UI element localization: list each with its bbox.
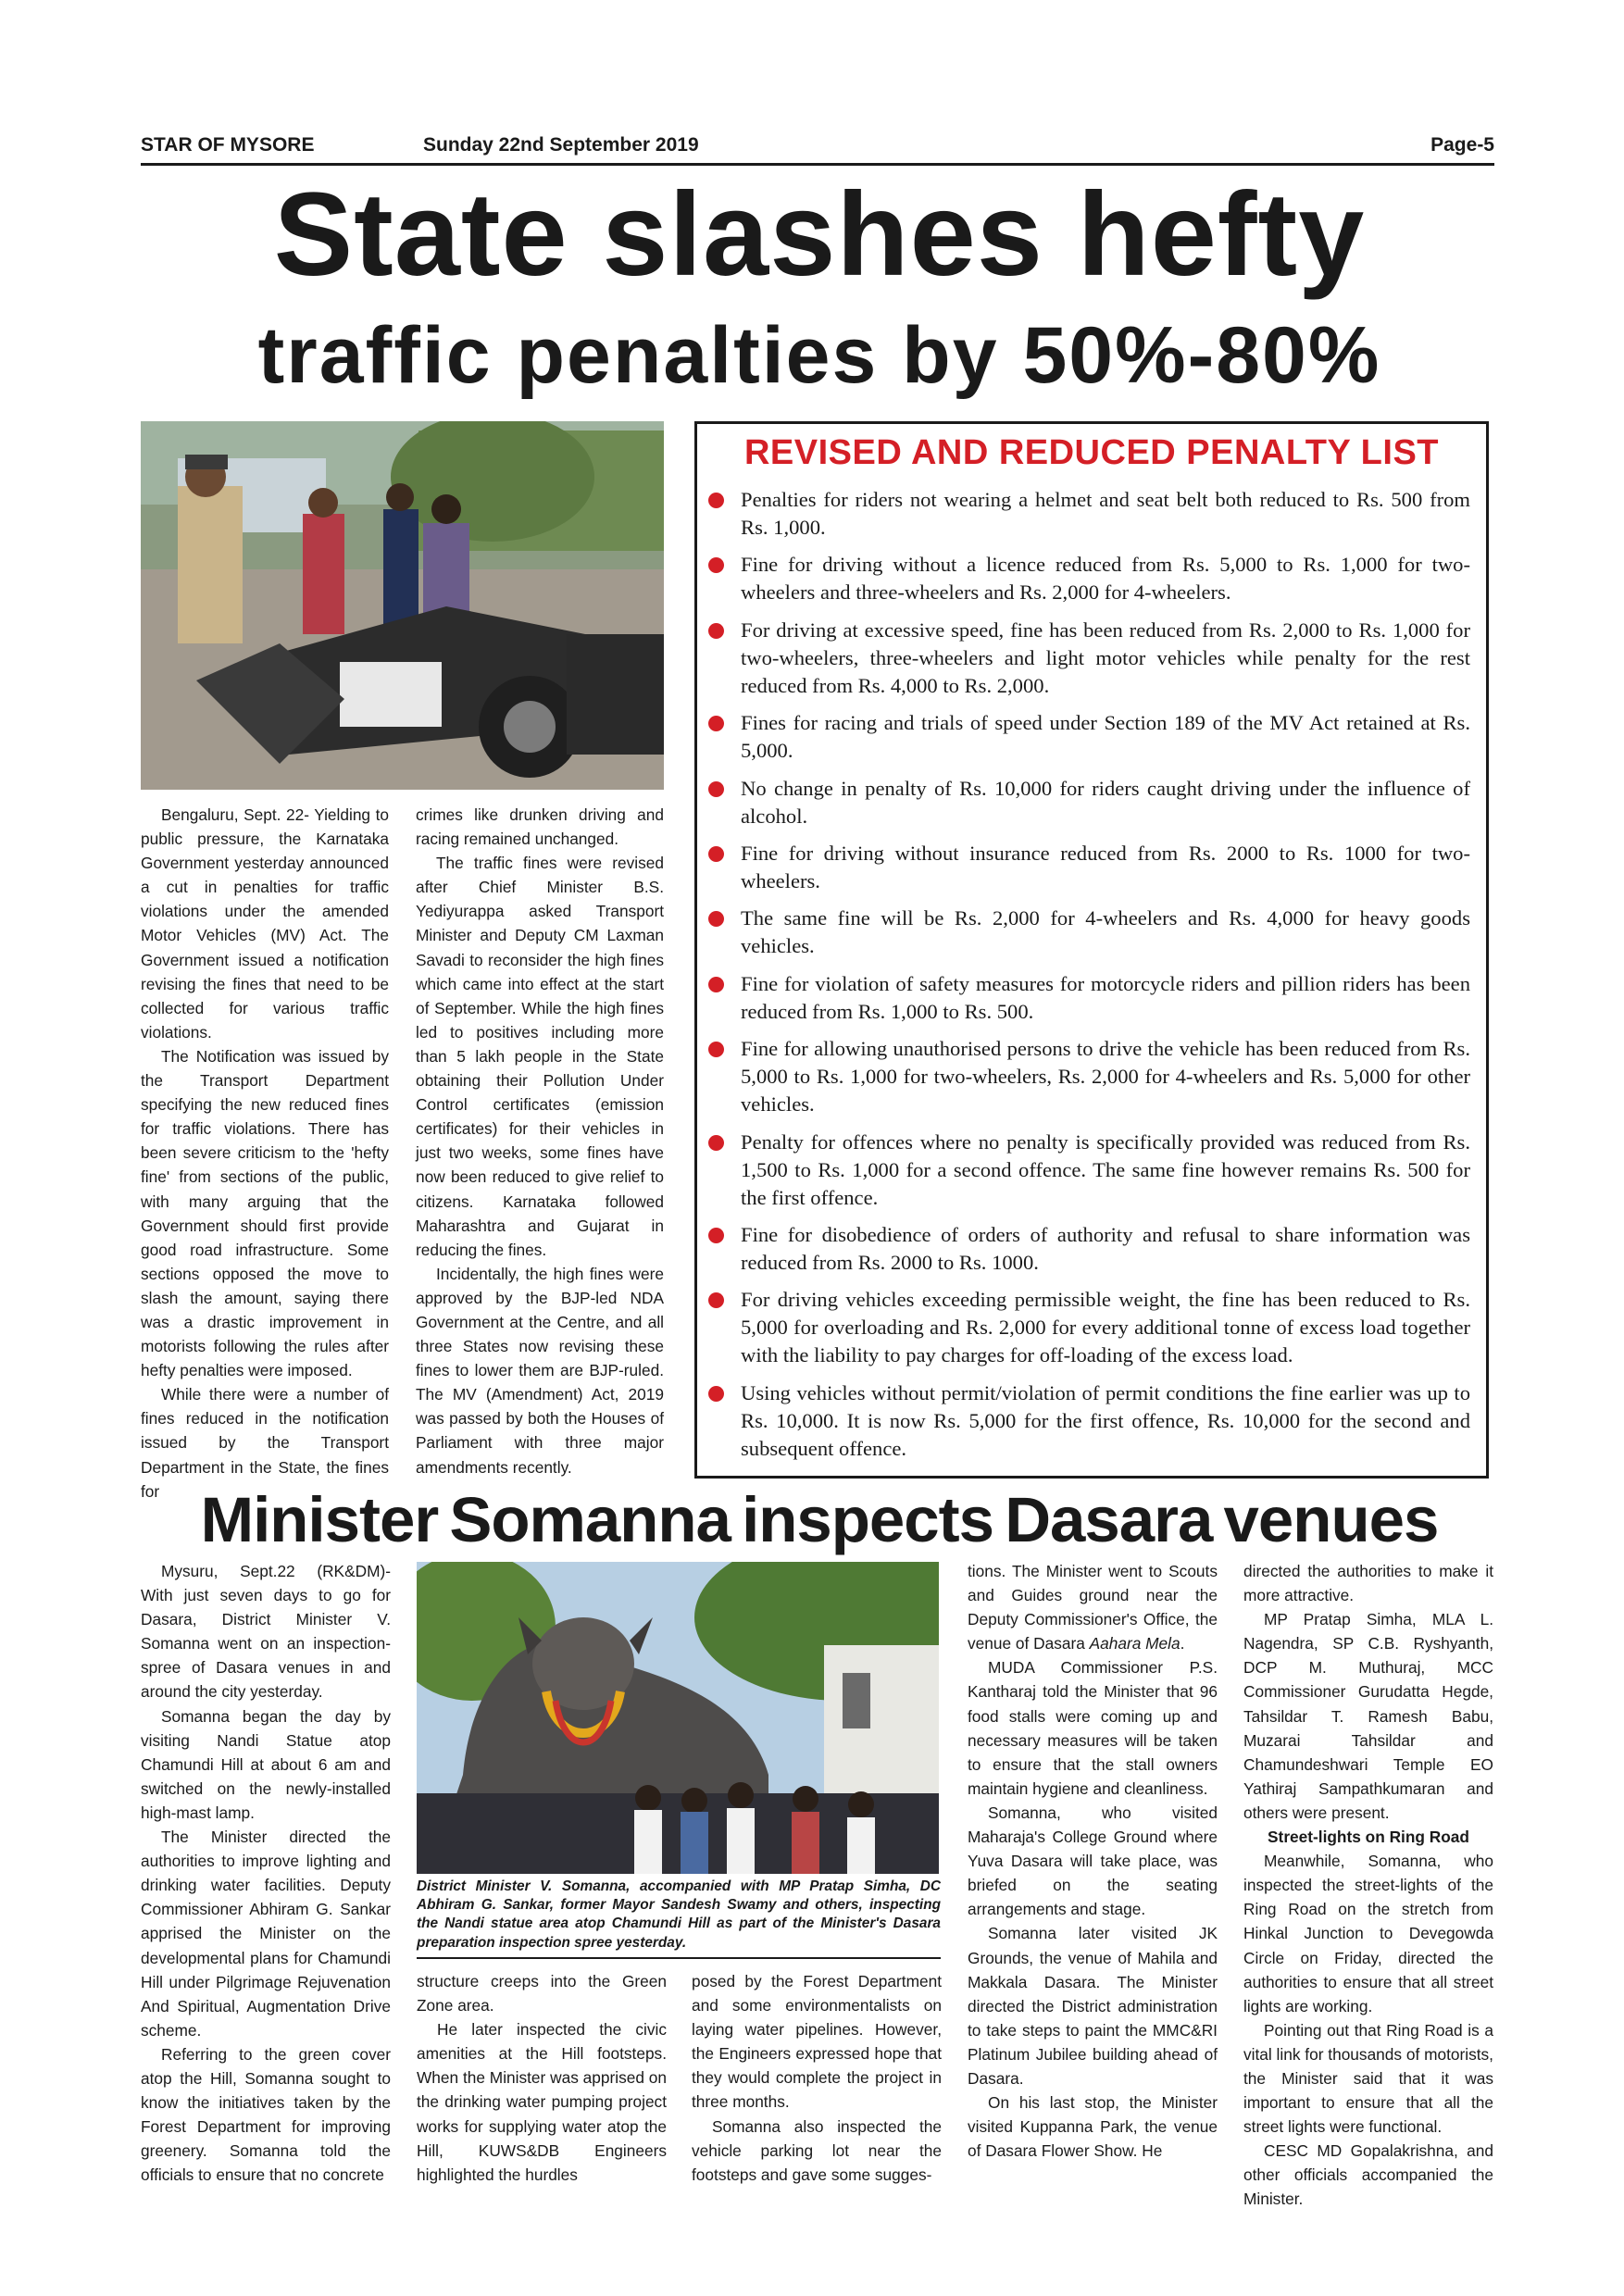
- penalty-item: [697, 617, 1486, 700]
- red-bullet-icon: [708, 1228, 724, 1243]
- story2-para: Somanna later visited JK Grounds, the venue of Mahila and Makkala Dasara. The Minister directed the District administration to take steps to paint the MMC&RI Platinum Jubilee building ahead of Dasara.: [968, 1924, 1218, 2088]
- story2-para: Meanwhile, Somanna, who inspected the street-lights of the Ring Road on the stretch from Hinkal Junction to Devegowda Circle on Friday, directed the authorities to ensure that all street lights are working.: [1243, 1852, 1493, 2015]
- red-bullet-icon: [708, 623, 724, 639]
- story1-col1: [141, 803, 389, 1504]
- subheading: Street-lights on Ring Road: [1268, 1828, 1469, 1847]
- red-bullet-icon: [708, 716, 724, 731]
- story2-para: Mysuru, Sept.22 (RK&DM)- With just seven days to go for Dasara, District Minister V. Somanna went on an inspection-spree of Dasara venues in and around the city yesterday.: [141, 1562, 391, 1702]
- penalty-item-text: Penalty for offences where no penalty is specifically provided was reduced from Rs. 1,500 to Rs. 1,000 for a second offence. The same fine however remains Rs. 500 for the first offence.: [741, 1129, 1470, 1209]
- story2-para: MUDA Commissioner P.S. Kantharaj told the Minister that 96 food stalls were coming up and necessary measures will be taken to ensure that the stall owners maintain hygiene and cleanliness.: [968, 1658, 1218, 1798]
- story2-para: structure creeps into the Green Zone area.: [417, 1972, 667, 2015]
- story1-col2: [416, 803, 664, 1479]
- paper-name: STAR OF MYSORE: [141, 134, 315, 156]
- page-number: Page-5: [1430, 134, 1494, 156]
- story1-para: crimes like drunken driving and racing remained unchanged.: [416, 805, 664, 849]
- venue-name: Aahara Mela: [1089, 1634, 1181, 1653]
- red-bullet-icon: [708, 557, 724, 573]
- story2-para: The Minister directed the authorities to improve lighting and drinking water facilities. Deputy Commissioner Abhiram G. Sankar apprised the Minister on the developmental plans for Chamundi Hill under Pilgrimage Rejuvenation And Spiritual, Augmentation Drive scheme.: [141, 1828, 391, 2040]
- traffic-police-photo: [141, 421, 664, 790]
- penalty-list: [697, 486, 1486, 1463]
- story2-col4: [968, 1559, 1218, 2163]
- story2-col5: [1243, 1559, 1493, 2212]
- penalty-item-text: Fine for driving without insurance reduced from Rs. 2000 to Rs. 1000 for two-wheelers.: [741, 841, 1470, 892]
- red-bullet-icon: [708, 911, 724, 927]
- story2-col3: [692, 1969, 942, 2187]
- story2-para: posed by the Forest Department and some environmentalists on laying water pipelines. However, the Engineers expressed hope that they would complete the project in three months.: [692, 1972, 942, 2112]
- headline-line1: State slashes hefty: [273, 168, 1366, 301]
- red-bullet-icon: [708, 781, 724, 797]
- issue-date: Sunday 22nd September 2019: [423, 134, 699, 156]
- penalty-item: [697, 840, 1486, 895]
- story1-para: While there were a number of fines reduced in the notification issued by the Transport Department in the State, the fines for: [141, 1385, 389, 1501]
- penalty-item: [697, 970, 1486, 1026]
- penalty-item: [697, 1286, 1486, 1369]
- story2-para: Referring to the green cover atop the Hill, Somanna sought to know the initiatives taken by the Forest Department for improving greenery. Somanna told the officials to ensure that no concrete: [141, 2044, 391, 2185]
- red-bullet-icon: [708, 1042, 724, 1057]
- story2-col2: [417, 1969, 667, 2187]
- penalty-item-text: No change in penalty of Rs. 10,000 for riders caught driving under the influence of alcohol.: [741, 776, 1470, 828]
- penalty-item: [697, 1221, 1486, 1277]
- penalty-item-text: The same fine will be Rs. 2,000 for 4-wheelers and Rs. 4,000 for heavy goods vehicles.: [741, 906, 1470, 958]
- penalty-item-text: Fine for driving without a licence reduced from Rs. 5,000 to Rs. 1,000 for two-wheelers and three-wheelers and Rs. 2,000 for 4-wheelers.: [741, 553, 1470, 605]
- red-bullet-icon: [708, 977, 724, 992]
- story2-text: tions. The Minister went to Scouts and Guides ground near the Deputy Commissioner's Office, the venue of Dasara: [968, 1562, 1218, 1653]
- story2-para: Somanna also inspected the vehicle parking lot near the footsteps and gave some sugges-: [692, 2116, 942, 2184]
- penalty-item: [697, 1035, 1486, 1118]
- penalty-item: [697, 905, 1486, 960]
- penalty-list-box: [694, 421, 1489, 1479]
- penalty-item: [697, 551, 1486, 606]
- penalty-item: [697, 1129, 1486, 1212]
- caption-rule: [417, 1957, 941, 1959]
- penalty-item-text: Using vehicles without permit/violation of permit conditions the fine earlier was up to Rs. 10,000. It is now Rs. 5,000 for the first offence, Rs. 10,000 for the second and subsequent offence.: [741, 1380, 1470, 1460]
- penalty-item: [697, 486, 1486, 542]
- story2-text: .: [1180, 1634, 1185, 1653]
- penalty-item-text: Fines for racing and trials of speed under Section 189 of the MV Act retained at Rs. 5,000.: [741, 711, 1470, 763]
- penalty-item-text: For driving at excessive speed, fine has been reduced from Rs. 2,000 to Rs. 1,000 for two-wheelers, three-wheelers and light motor vehicles while penalty for the rest reduced from Rs. 4,000 to Rs. 2,000.: [741, 618, 1470, 697]
- story2-para: MP Pratap Simha, MLA L. Nagendra, SP C.B. Ryshyanth, DCP M. Muthuraj, MCC Commissioner Gurudatta Hegde, Tahsildar T. Ramesh Babu, Muzarai Tahsildar and Chamundeshwari Temple EO Yathiraj Sampathkumaran and others were present.: [1243, 1610, 1493, 1822]
- penalty-item-text: Fine for disobedience of orders of authority and refusal to share information was reduced from Rs. 2000 to Rs. 1000.: [741, 1222, 1470, 1274]
- nandi-statue-photo: [417, 1562, 939, 1874]
- story2-para: directed the authorities to make it more attractive.: [1243, 1562, 1493, 1605]
- red-bullet-icon: [708, 493, 724, 508]
- header-rule: [141, 163, 1494, 166]
- photo-caption: District Minister V. Somanna, accompanied with MP Pratap Simha, DC Abhiram G. Sankar, former Mayor Sandesh Swamy and others, inspecting the Nandi statue area atop Chamundi Hill as part of the Minister's Dasara preparation inspection spree yesterday.: [417, 1878, 941, 1951]
- story1-para: Incidentally, the high fines were approved by the BJP-led NDA Government at the Centre, and all three States now revising these fines to lower them are BJP-ruled. The MV (Amendment) Act, 2019 was passed by both the Houses of Parliament with three major amendments recently.: [416, 1264, 664, 1477]
- penalty-item-text: Penalties for riders not wearing a helmet and seat belt both reduced to Rs. 500 from Rs. 1,000.: [741, 488, 1470, 539]
- story2-col1: [141, 1559, 391, 2187]
- penalty-item: [697, 1379, 1486, 1463]
- story1-para: The traffic fines were revised after Chief Minister B.S. Yediyurappa asked Transport Minister and Deputy CM Laxman Savadi to reconsider the high fines which came into effect at the start of September. While the high fines led to positives including more than 5 lakh people in the State obtaining their Pollution Under Control certificates (emission certificates) for their vehicles in just two weeks, some fines have now been reduced to give relief to citizens. Karnataka followed Maharashtra and Gujarat in reducing the fines.: [416, 854, 664, 1259]
- penalty-item: [697, 775, 1486, 830]
- story1-para: Bengaluru, Sept. 22- Yielding to public pressure, the Karnataka Government yesterday announced a cut in penalties for traffic violations under the amended Motor Vehicles (MV) Act. The Government issued a notification revising the fines that need to be collected for various traffic violations.: [141, 805, 389, 1042]
- story2-para: Pointing out that Ring Road is a vital link for thousands of motorists, the Minister said that it was important to ensure that all the street lights were functional.: [1243, 2020, 1493, 2137]
- red-bullet-icon: [708, 1292, 724, 1308]
- red-bullet-icon: [708, 1386, 724, 1402]
- penalty-item: [697, 709, 1486, 765]
- story2-para: CESC MD Gopalakrishna, and other officials accompanied the Minister.: [1243, 2141, 1493, 2209]
- red-bullet-icon: [708, 846, 724, 862]
- headline-line2: traffic penalties by 50%-80%: [257, 311, 1381, 400]
- penalty-item-text: Fine for violation of safety measures for motorcycle riders and pillion riders has been reduced from Rs. 1,000 to Rs. 500.: [741, 971, 1470, 1023]
- red-bullet-icon: [708, 1135, 724, 1151]
- penalty-list-title: REVISED AND REDUCED PENALTY LIST: [743, 433, 1440, 472]
- story2-para: Somanna began the day by visiting Nandi Statue atop Chamundi Hill at about 6 am and switched on the newly-installed high-mast lamp.: [141, 1706, 391, 1822]
- penalty-item-text: Fine for allowing unauthorised persons to drive the vehicle has been reduced from Rs. 5,000 to Rs. 1,000 for two-wheelers, Rs. 2,000 for 4-wheelers and Rs. 5,000 for other vehicles.: [741, 1037, 1470, 1117]
- story1-para: The Notification was issued by the Transport Department specifying the new reduced fines for traffic violations. There has been severe criticism to the 'hefty fine' from sections of the public, with many arguing that the Government should first provide good road infrastructure. Some sections opposed the move to slash the amount, saying there was a drastic improvement in motorists following the rules after hefty penalties were imposed.: [141, 1046, 389, 1380]
- story2-para: [968, 1559, 1218, 1655]
- story2-para: He later inspected the civic amenities at the Hill footsteps. When the Minister was apprised on the drinking water pumping project works for supplying water atop the Hill, KUWS&DB Engineers highlighted the hurdles: [417, 2020, 667, 2184]
- story2-para: Somanna, who visited Maharaja's College Ground where Yuva Dasara will take place, was briefed on the seating arrangements and stage.: [968, 1803, 1218, 1919]
- penalty-item-text: For driving vehicles exceeding permissible weight, the fine has been reduced to Rs. 5,000 for overloading and Rs. 2,000 for every additional tonne of excess load together with the liability to pay charges for off-loading of the excess load.: [741, 1288, 1470, 1367]
- story2-para: On his last stop, the Minister visited Kuppanna Park, the venue of Dasara Flower Show. He: [968, 2093, 1218, 2161]
- story2-headline: Minister Somanna inspects Dasara venues: [200, 1484, 1439, 1555]
